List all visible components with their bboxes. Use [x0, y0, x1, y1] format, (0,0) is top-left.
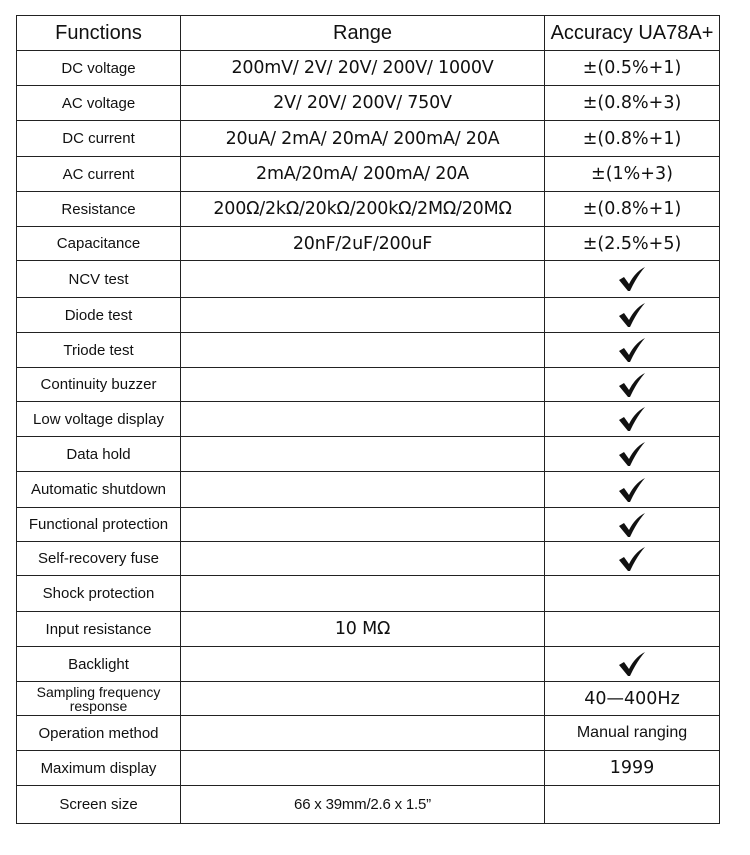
range-cell [181, 298, 545, 333]
function-cell: Low voltage display [17, 402, 181, 437]
checkmark-icon [617, 477, 647, 503]
table-row [17, 86, 720, 121]
function-cell: Sampling frequency response [17, 682, 181, 716]
table-row [17, 157, 720, 192]
function-cell: Capacitance [17, 227, 181, 261]
table-row [17, 51, 720, 86]
table-row [17, 261, 720, 298]
table-row [17, 472, 720, 508]
range-cell [181, 333, 545, 368]
function-cell: Backlight [17, 647, 181, 682]
function-cell: Diode test [17, 298, 181, 333]
range-cell: 200mV/ 2V/ 20V/ 200V/ 1000V [181, 51, 545, 86]
accuracy-cell [545, 612, 720, 647]
range-cell [181, 647, 545, 682]
accuracy-cell: ±(0.8%+1) [545, 192, 720, 227]
table-row [17, 121, 720, 157]
header-functions: Functions [17, 16, 181, 51]
checkmark-icon [617, 512, 647, 538]
range-cell: 200Ω/2kΩ/20kΩ/200kΩ/2MΩ/20MΩ [181, 192, 545, 227]
range-cell: 10 MΩ [181, 612, 545, 647]
accuracy-cell [545, 368, 720, 402]
table-row [17, 437, 720, 472]
function-cell: Shock protection [17, 576, 181, 612]
range-cell [181, 261, 545, 298]
range-cell [181, 402, 545, 437]
accuracy-cell: ±(0.5%+1) [545, 51, 720, 86]
accuracy-cell [545, 576, 720, 612]
checkmark-icon [617, 546, 647, 572]
function-cell: Triode test [17, 333, 181, 368]
range-cell [181, 716, 545, 751]
accuracy-cell: 40—400Hz [545, 682, 720, 716]
checkmark-icon [617, 651, 647, 677]
accuracy-cell: Manual ranging [545, 716, 720, 751]
range-cell: 2mA/20mA/ 200mA/ 20A [181, 157, 545, 192]
table-row [17, 333, 720, 368]
accuracy-cell: 1999 [545, 751, 720, 786]
accuracy-cell [545, 472, 720, 508]
range-cell: 20uA/ 2mA/ 20mA/ 200mA/ 20A [181, 121, 545, 157]
checkmark-icon [617, 406, 647, 432]
function-cell: Maximum display [17, 751, 181, 786]
header-row [17, 16, 720, 51]
table-row [17, 402, 720, 437]
table-row [17, 716, 720, 751]
function-cell: Resistance [17, 192, 181, 227]
table-row [17, 647, 720, 682]
function-cell: Input resistance [17, 612, 181, 647]
accuracy-cell [545, 647, 720, 682]
range-cell [181, 682, 545, 716]
range-cell [181, 542, 545, 576]
accuracy-cell: ±(2.5%+5) [545, 227, 720, 261]
function-cell: AC current [17, 157, 181, 192]
checkmark-icon [617, 441, 647, 467]
table-row [17, 576, 720, 612]
table-row [17, 786, 720, 824]
spec-body [17, 51, 720, 824]
checkmark-icon [617, 337, 647, 363]
accuracy-cell [545, 333, 720, 368]
table-row [17, 542, 720, 576]
table-row [17, 192, 720, 227]
range-cell [181, 576, 545, 612]
function-cell: Automatic shutdown [17, 472, 181, 508]
table-row [17, 508, 720, 542]
table-row [17, 751, 720, 786]
function-cell: Self-recovery fuse [17, 542, 181, 576]
table-row [17, 368, 720, 402]
accuracy-cell [545, 437, 720, 472]
accuracy-cell: ±(1%+3) [545, 157, 720, 192]
function-cell: Data hold [17, 437, 181, 472]
range-cell [181, 751, 545, 786]
table-row [17, 682, 720, 716]
range-cell: 2V/ 20V/ 200V/ 750V [181, 86, 545, 121]
function-cell: Continuity buzzer [17, 368, 181, 402]
checkmark-icon [617, 302, 647, 328]
accuracy-cell [545, 508, 720, 542]
range-cell: 66 x 39mm/2.6 x 1.5” [181, 786, 545, 824]
accuracy-cell [545, 786, 720, 824]
accuracy-cell [545, 298, 720, 333]
accuracy-cell [545, 402, 720, 437]
accuracy-cell: ±(0.8%+3) [545, 86, 720, 121]
accuracy-cell [545, 261, 720, 298]
accuracy-cell: ±(0.8%+1) [545, 121, 720, 157]
range-cell [181, 472, 545, 508]
function-cell: AC voltage [17, 86, 181, 121]
table-row [17, 227, 720, 261]
range-cell [181, 368, 545, 402]
spec-table [16, 15, 720, 824]
function-cell: DC voltage [17, 51, 181, 86]
function-cell: Functional protection [17, 508, 181, 542]
checkmark-icon [617, 372, 647, 398]
header-accuracy: Accuracy UA78A+ [545, 16, 720, 51]
table-row [17, 612, 720, 647]
accuracy-cell [545, 542, 720, 576]
checkmark-icon [617, 266, 647, 292]
range-cell [181, 508, 545, 542]
range-cell: 20nF/2uF/200uF [181, 227, 545, 261]
function-cell: Screen size [17, 786, 181, 824]
function-cell: DC current [17, 121, 181, 157]
range-cell [181, 437, 545, 472]
function-cell: NCV test [17, 261, 181, 298]
function-cell: Operation method [17, 716, 181, 751]
table-row [17, 298, 720, 333]
header-range: Range [181, 16, 545, 51]
